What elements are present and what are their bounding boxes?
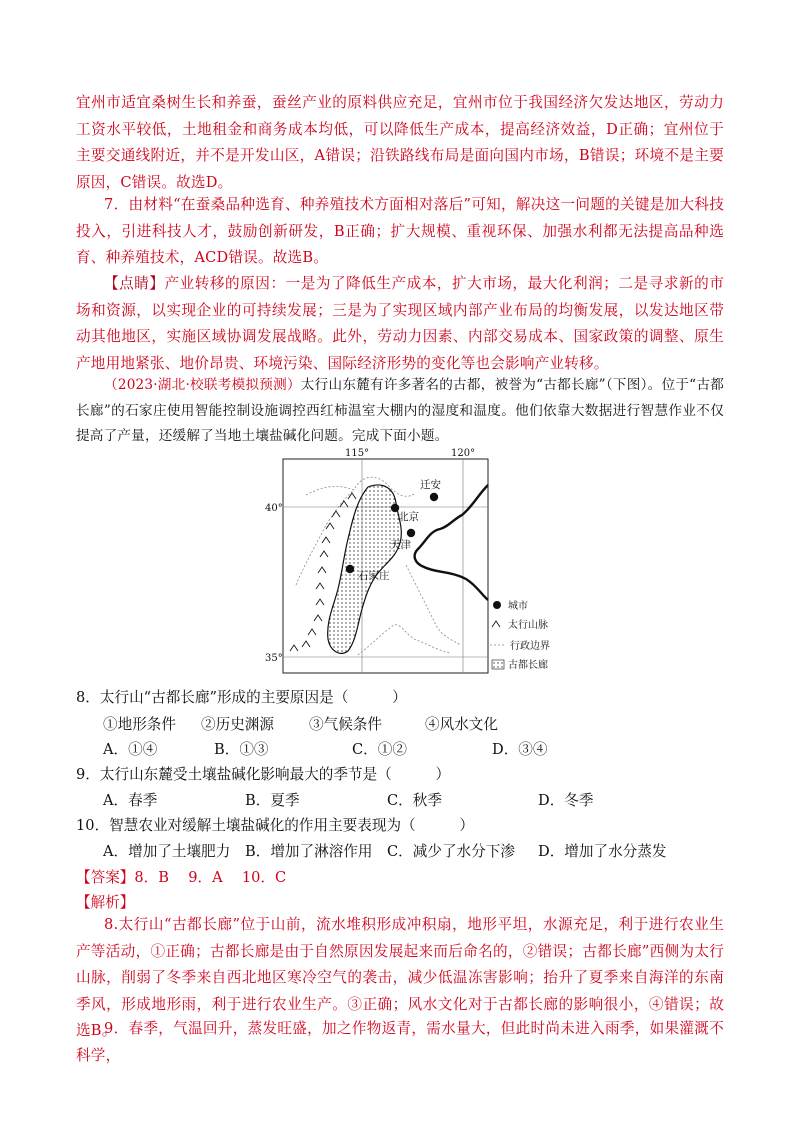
answer-tag: 【答案】 xyxy=(76,869,135,886)
q9-option-a[interactable]: A．春季 xyxy=(103,792,158,809)
answer-text: 8．B 9．A 10．C xyxy=(134,869,287,886)
q10-option-a[interactable]: A．增加了土壤肥力 xyxy=(103,843,231,860)
legend-boundary-label: 行政边界 xyxy=(510,641,550,652)
legend-city-icon xyxy=(493,601,501,609)
explanation-q7: 7．由材料“在蚕桑品种选育、种养殖技术方面相对落后”可知，解决这一问题的关键是加大科技投入，引进科技人才，鼓励创新研发，B正确；扩大规模、重视环保、加强水利都无法提高品种选育、种养殖技术，ACD错误。故选B。 xyxy=(76,196,724,266)
dianjing-text: 产业转移的原因：一是为了降低生产成本，扩大市场，最大化利润；二是寻求新的市场和资源，以实现企业的可持续发展；三是为了实现区域内部产业布局的均衡发展，以发达地区带动其他地区，实施区域协调发展战略。此外，劳动力因素、内部交易成本、国家政策的调整、原生产地用地紧张、地价昂贵、环境污染、国际经济形势的变化等也会影响产业转移。 xyxy=(76,275,724,372)
city-shijiazhuang xyxy=(346,565,354,573)
answer-line xyxy=(76,866,286,887)
explanation-q6-continued: 宜州市适宜桑树生长和养蚕，蚕丝产业的原料供应充足，宜州市位于我国经济欠发达地区，劳动力工资水平较低，土地租金和商务成本均低，可以降低生产成本，提高经济效益，D正确；宜州位于主要交通线附近，并不是开发山区，A错误；沿铁路线布局是面向国内市场，B错误；环境不是主要原因，C错误。故选D。 xyxy=(76,94,724,191)
legend-city-label: 城市 xyxy=(508,601,528,612)
city-label-qianan: 迁安 xyxy=(420,479,441,491)
city-qianan xyxy=(430,493,438,501)
q9-option-d[interactable]: D．冬季 xyxy=(538,792,594,809)
q8-option-d[interactable]: D．③④ xyxy=(492,741,548,758)
q8-option-c[interactable]: C．①② xyxy=(352,741,407,758)
question-9-stem: 9．太行山东麓受土壤盐碱化影响最大的季节是（ ） xyxy=(76,766,451,783)
city-label-shijiazhuang: 石家庄 xyxy=(358,570,390,582)
analysis-tag: 【解析】 xyxy=(76,894,135,911)
legend-corridor-label: 古都长廊 xyxy=(508,660,548,671)
lat-label-35: 35° xyxy=(265,653,283,664)
question-10-stem: 10．智慧农业对缓解土壤盐碱化的作用主要表现为（ ） xyxy=(76,817,475,834)
material-source: （2023·湖北·校联考模拟预测） xyxy=(104,377,301,393)
q10-option-b[interactable]: B．增加了淋溶作用 xyxy=(245,843,373,860)
taihang-map xyxy=(265,445,550,677)
q8-option-a[interactable]: A．①④ xyxy=(103,741,158,758)
city-tianjin xyxy=(407,529,415,537)
q8-factor-2: ②历史渊源 xyxy=(201,716,274,733)
q10-option-d[interactable]: D．增加了水分蒸发 xyxy=(538,843,667,860)
lat-label-40: 40° xyxy=(265,503,283,514)
q8-option-b[interactable]: B．①③ xyxy=(214,741,269,758)
dianjing-note xyxy=(76,271,724,377)
q8-factor-1: ①地形条件 xyxy=(103,716,176,733)
legend-mountain-label: 太行山脉 xyxy=(508,620,548,631)
q8-factor-3: ③气候条件 xyxy=(309,716,382,733)
material-intro xyxy=(76,373,724,450)
material-text: 太行山东麓有许多著名的古都，被誉为“古都长廊”（下图）。位于“古都长廊”的石家庄使用智能控制设施调控西红柿温室大棚内的湿度和温度。他们依靠大数据进行智慧作业不仅提高了产量，还缓解了当地土壤盐碱化问题。完成下面小题。 xyxy=(76,377,724,444)
q9-option-c[interactable]: C．秋季 xyxy=(387,792,442,809)
city-label-tianjin: 天津 xyxy=(390,539,411,551)
lon-label-120: 120° xyxy=(451,448,476,459)
q8-factor-4: ④风水文化 xyxy=(425,716,498,733)
lon-label-115: 115° xyxy=(345,448,370,459)
q9-option-b[interactable]: B．夏季 xyxy=(245,792,300,809)
analysis-q8: 8.太行山“古都长廊”位于山前，流水堆积形成冲积扇，地形平坦，水源充足，利于进行农业生产等活动，①正确；古都长廊是由于自然原因发展起来而后命名的，②错误；古都长廊”西侧为太行山脉，削弱了冬季来自西北地区寒冷空气的袭击，减少低温冻害影响；抬升了夏季来自海洋的东南季风，形成地形雨，利于进行农业生产。③正确；风水文化对于古都长廊的影响很小，④错误；故选B。 xyxy=(76,916,724,1039)
dianjing-tag: 【点睛】 xyxy=(104,275,165,292)
legend-corridor-icon xyxy=(492,660,504,669)
q10-option-c[interactable]: C．减少了水分下渗 xyxy=(387,843,515,860)
question-8-stem: 8．太行山“古都长廊”形成的主要原因是（ ） xyxy=(76,689,407,706)
analysis-q9: 9．春季，气温回升，蒸发旺盛，加之作物返青，需水量大，但此时尚未进入雨季，如果灌溉不科学， xyxy=(76,1020,724,1064)
city-label-beijing: 北京 xyxy=(398,511,419,523)
legend-mountain-icon xyxy=(492,621,500,627)
